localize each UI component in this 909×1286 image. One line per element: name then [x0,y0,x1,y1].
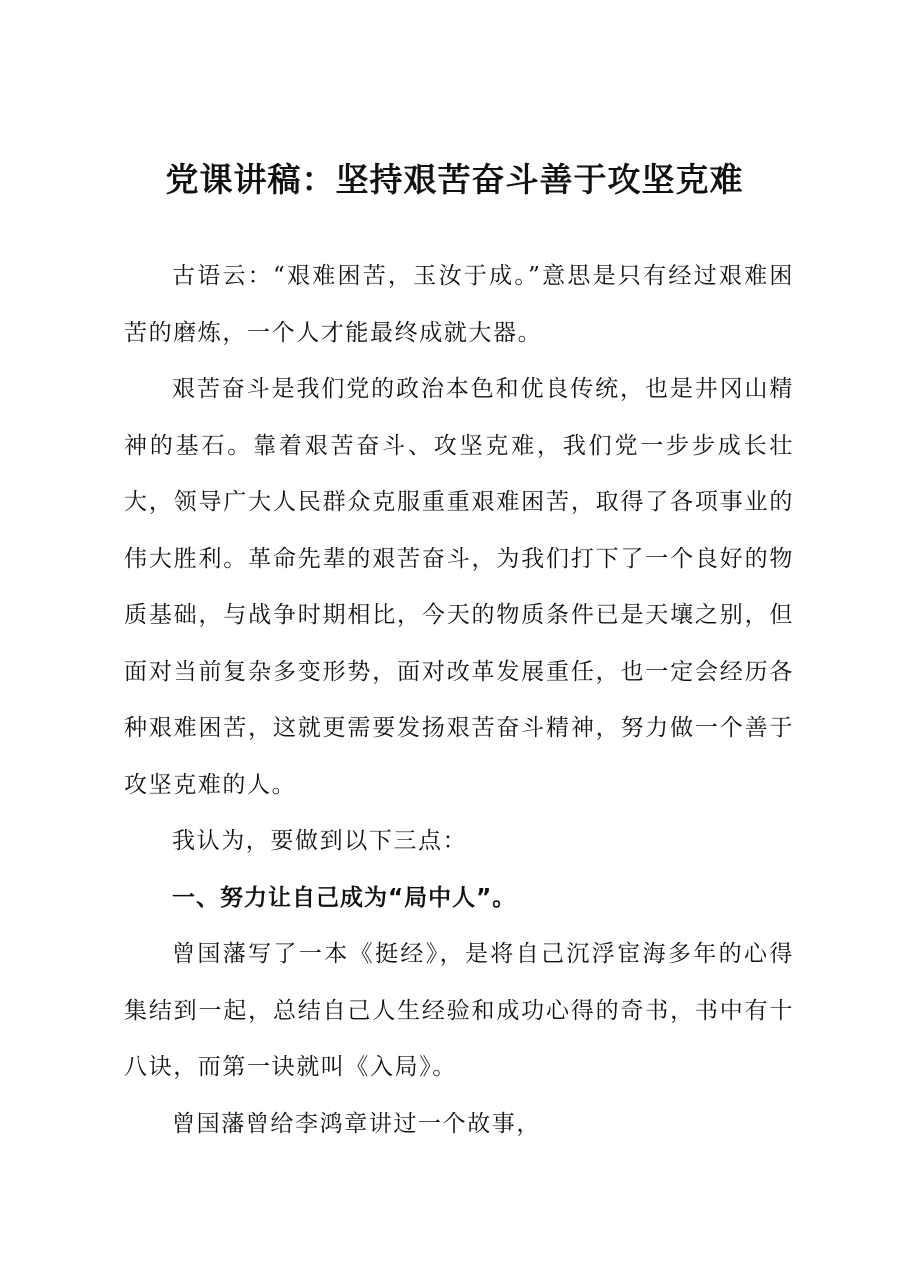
section-heading: 一、努力让自己成为“局中人”。 [172,884,517,911]
paragraph-hard-work: 艰苦奋斗是我们党的政治本色和优良传统，也是井冈山精神的基石。靠着艰苦奋斗、攻坚克难，我们党一步步成长壮大，领导广大人民群众克服重重艰难困苦，取得了各项事业的伟大胜利。革命先辈的艰苦奋斗，为我们打下了一个良好的物质基础，与战争时期相比，今天的物质条件已是天壤之别，但面对当前复杂多变形势，面对改革发展重任，也一定会经历各种艰难困苦，这就更需要发扬艰苦奋斗精神，努力做一个善于攻坚克难的人。 [124,376,794,798]
paragraph-story: 曾国藩曾给李鸿章讲过一个故事， [172,1110,541,1137]
paragraph-three-points: 我认为，要做到以下三点： [172,828,468,854]
paragraph-ting-jing: 曾国藩写了一本《挺经》，是将自己沉浮宦海多年的心得集结到一起，总结自己人生经验和成功心得的奇书，书中有十八诀，而第一诀就叫《入局》。 [124,941,794,1080]
document-body [124,248,794,1152]
document-title: 党课讲稿：坚持艰苦奋斗善于攻坚克难 [165,160,744,199]
paragraph-intro: 古语云：“艰难困苦，玉汝于成。”意思是只有经过艰难困苦的磨炼，一个人才能最终成就大器。 [124,263,794,346]
